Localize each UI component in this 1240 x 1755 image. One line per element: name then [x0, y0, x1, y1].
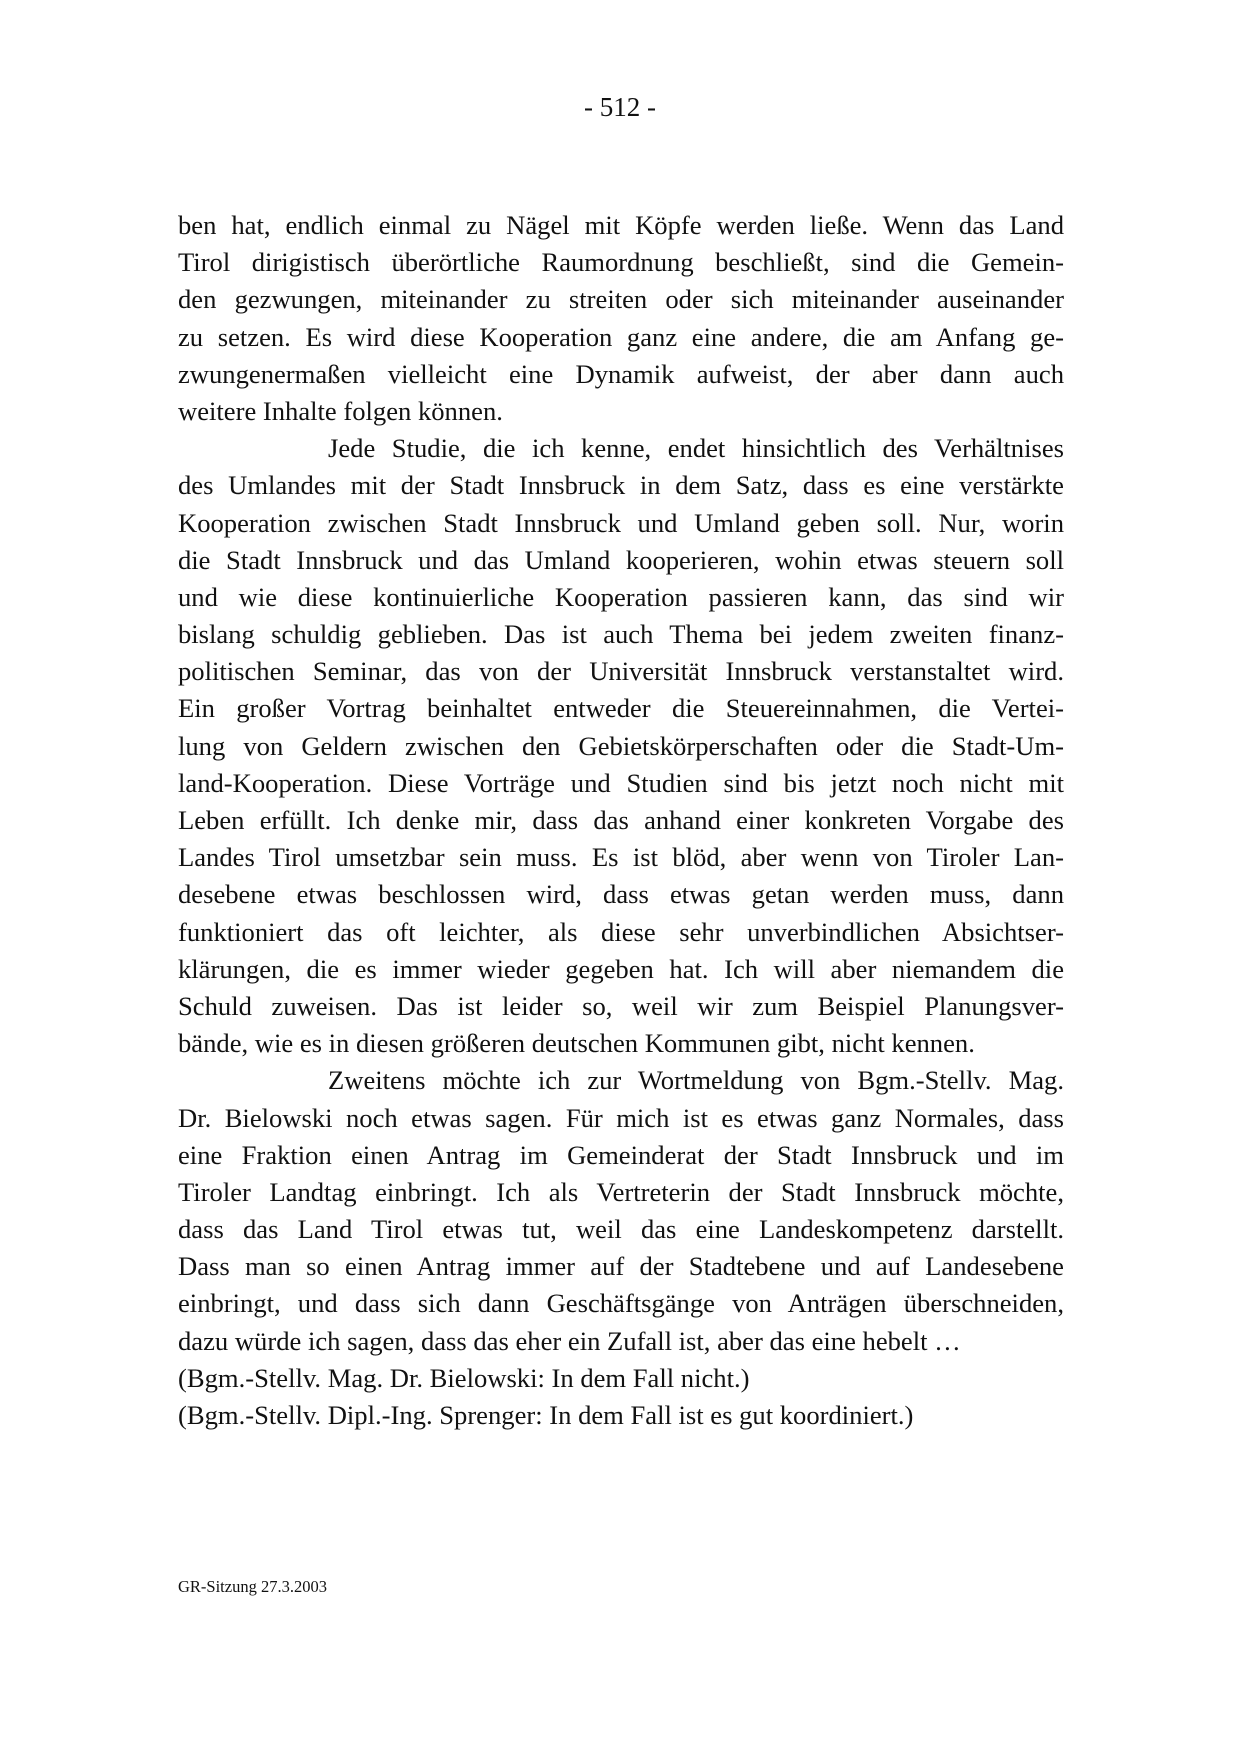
text-line: zu setzen. Es wird diese Kooperation ganz eine andere, die am Anfang ge-	[178, 321, 1064, 352]
interjection	[178, 1397, 1064, 1434]
text-line: zwungenermaßen vielleicht eine Dynamik aufweist, der aber dann auch	[178, 358, 1064, 389]
text-line: dass das Land Tirol etwas tut, weil das eine Landeskompetenz darstellt.	[178, 1214, 1064, 1245]
text-line: Kooperation zwischen Stadt Innsbruck und Umland geben soll. Nur, worin	[178, 507, 1064, 538]
body-text	[178, 207, 1064, 1434]
paragraph	[178, 207, 1064, 430]
text-line: funktioniert das oft leichter, als diese sehr unverbindlichen Absichtser-	[178, 916, 1064, 947]
page-number: - 512 -	[584, 92, 656, 122]
text-line: Tiroler Landtag einbringt. Ich als Vertreterin der Stadt Innsbruck möchte,	[178, 1176, 1064, 1207]
text-line: Jede Studie, die ich kenne, endet hinsichtlich des Verhältnises	[328, 433, 1064, 464]
text-line: bände, wie es in diesen größeren deutschen Kommunen gibt, nicht kennen.	[178, 1028, 975, 1059]
text-line: land-Kooperation. Diese Vorträge und Studien sind bis jetzt noch nicht mit	[178, 767, 1064, 798]
text-line: Leben erfüllt. Ich denke mir, dass das anhand einer konkreten Vorgabe des	[178, 805, 1064, 835]
text-line: lung von Geldern zwischen den Gebietskörperschaften oder die Stadt-Um-	[178, 730, 1064, 761]
text-line: desebene etwas beschlossen wird, dass etwas getan werden muss, dann	[178, 879, 1064, 910]
footer-session-date: GR-Sitzung 27.3.2003	[178, 1577, 327, 1596]
interjection	[178, 1360, 1064, 1397]
text-line: Dass man so einen Antrag immer auf der Stadtebene und auf Landesebene	[178, 1251, 1064, 1282]
text-line: des Umlandes mit der Stadt Innsbruck in dem Satz, dass es eine verstärkte	[178, 470, 1064, 501]
text-line: den gezwungen, miteinander zu streiten oder sich miteinander auseinander	[178, 284, 1064, 315]
paragraph	[178, 430, 1064, 1062]
text-line: Tirol dirigistisch überörtliche Raumordnung beschließt, sind die Gemein-	[178, 247, 1064, 278]
text-line: Schuld zuweisen. Das ist leider so, weil wir zum Beispiel Planungsver-	[178, 990, 1064, 1021]
text-line: eine Fraktion einen Antrag im Gemeinderat der Stadt Innsbruck und im	[178, 1139, 1064, 1170]
text-line: klärungen, die es immer wieder gegeben hat. Ich will aber niemandem die	[178, 953, 1064, 984]
text-line: politischen Seminar, das von der Universität Innsbruck verstanstaltet wird.	[178, 656, 1064, 687]
text-line: weitere Inhalte folgen können.	[178, 395, 503, 426]
text-line: einbringt, und dass sich dann Geschäftsgänge von Anträgen überschneiden,	[178, 1288, 1064, 1319]
text-line: die Stadt Innsbruck und das Umland kooperieren, wohin etwas steuern soll	[178, 544, 1064, 575]
text-line: Zweitens möchte ich zur Wortmeldung von Bgm.-Stellv. Mag.	[328, 1065, 1064, 1096]
text-line: ben hat, endlich einmal zu Nägel mit Köpfe werden ließe. Wenn das Land	[178, 210, 1064, 240]
paragraph	[178, 1062, 1064, 1360]
text-line: (Bgm.-Stellv. Dipl.-Ing. Sprenger: In dem Fall ist es gut koordiniert.)	[178, 1400, 914, 1430]
text-line: Dr. Bielowski noch etwas sagen. Für mich ist es etwas ganz Normales, dass	[178, 1102, 1064, 1133]
text-line: bislang schuldig geblieben. Das ist auch Thema bei jedem zweiten finanz-	[178, 619, 1064, 650]
text-line: (Bgm.-Stellv. Mag. Dr. Bielowski: In dem Fall nicht.)	[178, 1362, 750, 1393]
text-line: dazu würde ich sagen, dass das eher ein Zufall ist, aber das eine hebelt …	[178, 1325, 961, 1356]
text-line: Ein großer Vortrag beinhaltet entweder die Steuereinnahmen, die Vertei-	[178, 693, 1064, 724]
text-line: und wie diese kontinuierliche Kooperation passieren kann, das sind wir	[178, 581, 1064, 612]
text-line: Landes Tirol umsetzbar sein muss. Es ist blöd, aber wenn von Tiroler Lan-	[178, 842, 1064, 873]
